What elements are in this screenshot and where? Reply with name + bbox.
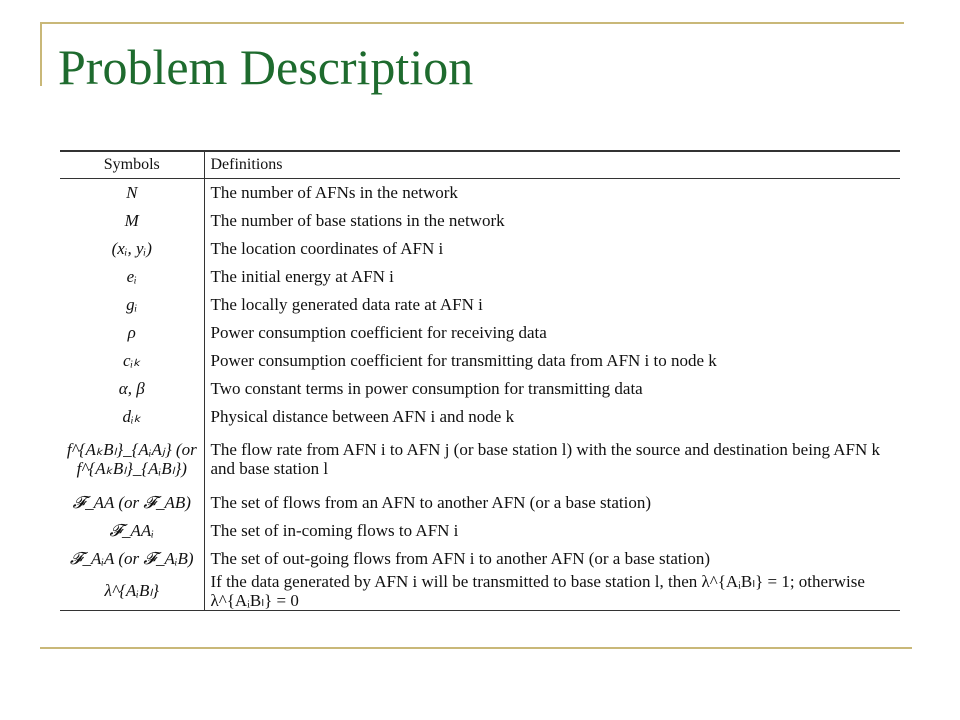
symbols-table xyxy=(60,150,900,611)
table-row xyxy=(60,573,900,611)
symbol-cell: (xᵢ, yᵢ) xyxy=(60,235,204,263)
table-row xyxy=(60,347,900,375)
symbol-cell: gᵢ xyxy=(60,291,204,319)
definition-cell: If the data generated by AFN i will be transmitted to base station l, then λ^{AᵢBₗ} = 1; otherwise λ^{AᵢBₗ} = 0 xyxy=(204,573,900,611)
table-row xyxy=(60,403,900,431)
symbol-cell: 𝓕_AAᵢ xyxy=(60,517,204,545)
symbol-cell: ρ xyxy=(60,319,204,347)
table-header-row xyxy=(60,151,900,179)
definition-cell: The number of AFNs in the network xyxy=(210,182,458,202)
definition-cell: The set of flows from an AFN to another AFN (or a base station) xyxy=(210,492,651,512)
table-row xyxy=(60,545,900,573)
definition-cell: The set of out-going flows from AFN i to another AFN (or a base station) xyxy=(210,548,711,568)
table-row xyxy=(60,431,900,489)
symbol-cell: eᵢ xyxy=(60,263,204,291)
symbol-cell: dᵢₖ xyxy=(60,403,204,431)
table-row xyxy=(60,319,900,347)
symbols-table-container xyxy=(60,150,900,645)
bottom-rule xyxy=(40,647,912,649)
header-definitions: Definitions xyxy=(204,151,900,179)
definition-cell: Power consumption coefficient for transmitting data from AFN i to node k xyxy=(210,350,717,370)
symbol-cell: α, β xyxy=(60,375,204,403)
definition-cell: The location coordinates of AFN i xyxy=(210,238,444,258)
table-row xyxy=(60,179,900,208)
header-symbols: Symbols xyxy=(60,151,204,179)
slide-title: Problem Description xyxy=(58,39,474,95)
definition-cell: Physical distance between AFN i and node k xyxy=(210,406,515,426)
symbol-cell: 𝓕_AA (or 𝓕_AB) xyxy=(60,489,204,517)
definition-cell: The set of in-coming flows to AFN i xyxy=(210,520,459,540)
definition-cell: Two constant terms in power consumption for transmitting data xyxy=(210,378,643,398)
definition-cell: The locally generated data rate at AFN i xyxy=(210,294,483,314)
symbol-cell: f^{AₖBₗ}_{AᵢAⱼ} (or f^{AₖBₗ}_{AᵢBₗ}) xyxy=(60,431,204,489)
top-rule xyxy=(40,22,904,24)
table-row xyxy=(60,207,900,235)
symbol-cell: N xyxy=(60,179,204,208)
table-row xyxy=(60,489,900,517)
table-row xyxy=(60,263,900,291)
symbol-cell: M xyxy=(60,207,204,235)
table-row xyxy=(60,375,900,403)
symbol-cell: λ^{AᵢBₗ} xyxy=(60,573,204,611)
symbol-cell: cᵢₖ xyxy=(60,347,204,375)
table-row xyxy=(60,291,900,319)
definition-cell: The flow rate from AFN i to AFN j (or base station l) with the source and destination being AFN k and base station l xyxy=(210,440,881,478)
definition-cell: The initial energy at AFN i xyxy=(210,266,394,286)
definition-cell: The number of base stations in the network xyxy=(210,210,505,230)
table-row xyxy=(60,235,900,263)
left-rule xyxy=(40,22,42,86)
definition-cell: Power consumption coefficient for receiving data xyxy=(210,322,547,342)
symbol-cell: 𝓕_AᵢA (or 𝓕_AᵢB) xyxy=(60,545,204,573)
table-row xyxy=(60,517,900,545)
